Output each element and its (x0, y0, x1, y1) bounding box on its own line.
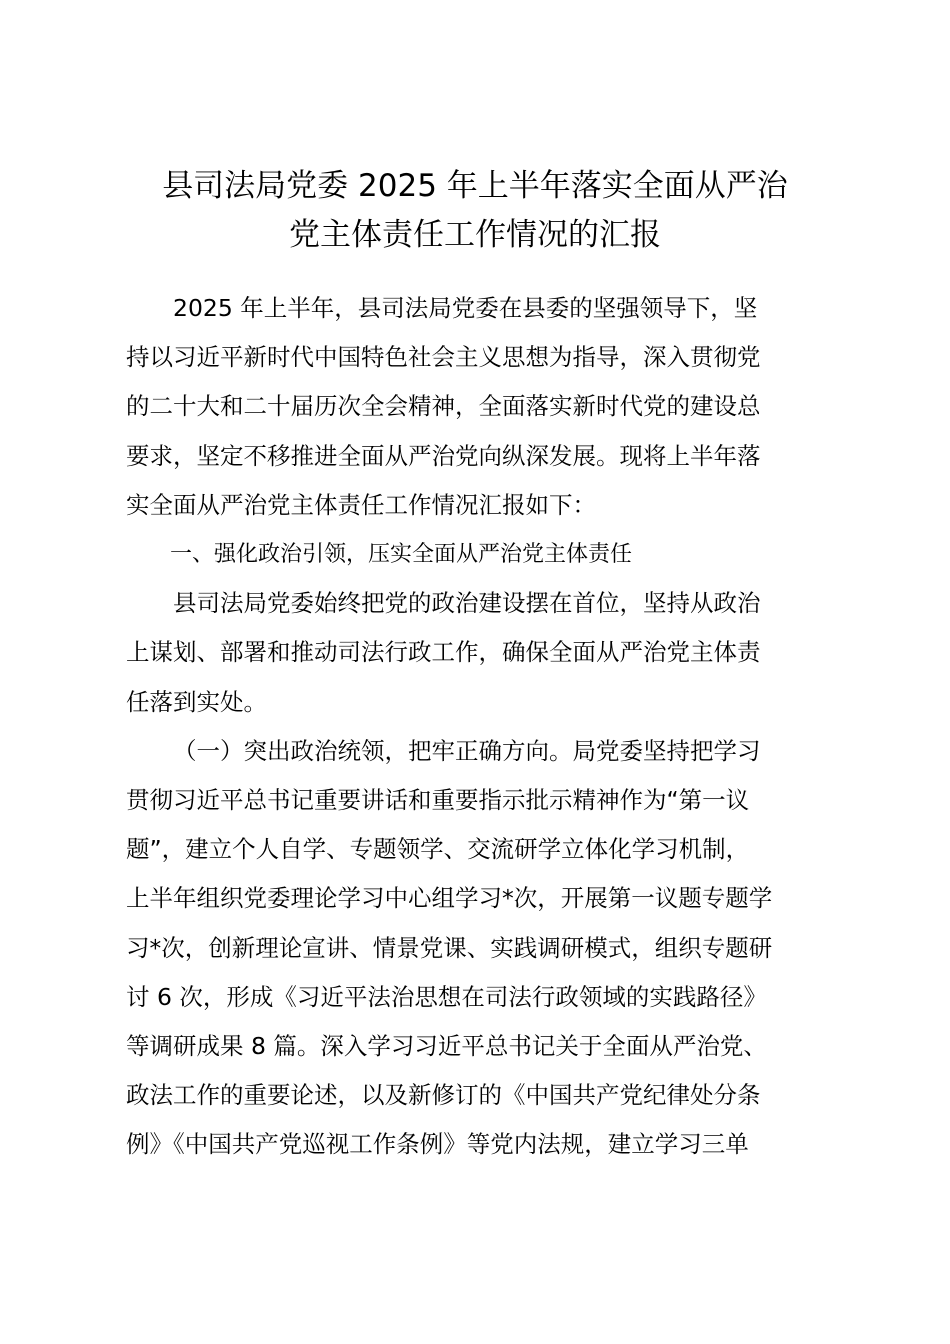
title-line-2: 党主体责任工作情况的汇报 (289, 217, 661, 253)
document-body (126, 284, 836, 1170)
intro-paragraph (126, 284, 836, 530)
item-1-paragraph (126, 727, 836, 1170)
section-1-paragraph (126, 579, 836, 727)
text-line: 任落到实处。 (126, 687, 267, 716)
document-title (110, 162, 840, 260)
text-line: 政法工作的重要论述，以及新修订的《中国共产党纪律处分条 (126, 1081, 761, 1110)
section-1-heading (126, 530, 836, 579)
text-line: 的二十大和二十届历次全会精神，全面落实新时代党的建设总 (126, 392, 761, 421)
text-line: 例》《中国共产党巡视工作条例》等党内法规，建立学习三单 (126, 1130, 749, 1159)
text-line: 实全面从严治党主体责任工作情况汇报如下： (126, 490, 596, 519)
text-line: 贯彻习近平总书记重要讲话和重要指示批示精神作为“第一议 (126, 786, 750, 815)
text-line: 县司法局党委始终把党的政治建设摆在首位，坚持从政治 (173, 589, 761, 618)
text-line: 持以习近平新时代中国特色社会主义思想为指导，深入贯彻党 (126, 343, 761, 372)
text-line: 习*次，创新理论宣讲、情景党课、实践调研模式，组织专题研 (126, 933, 773, 962)
text-line: 讨 6 次，形成《习近平法治思想在司法行政领域的实践路径》 (126, 982, 767, 1011)
title-line-1: 县司法局党委 2025 年上半年落实全面从严治 (162, 168, 788, 204)
heading-text: 一、强化政治引领，压实全面从严治党主体责任 (170, 542, 633, 568)
text-line: 等调研成果 8 篇。深入学习习近平总书记关于全面从严治党、 (126, 1032, 767, 1061)
text-line: 上半年组织党委理论学习中心组学习*次，开展第一议题专题学 (126, 884, 773, 913)
text-line: 2025 年上半年，县司法局党委在县委的坚强领导下，坚 (173, 294, 758, 322)
text-line: 题”，建立个人自学、专题领学、交流研学立体化学习机制， (126, 835, 750, 864)
text-line: （一）突出政治统领，把牢正确方向。局党委坚持把学习 (173, 736, 761, 765)
text-line: 要求，坚定不移推进全面从严治党向纵深发展。现将上半年落 (126, 441, 761, 470)
text-line: 上谋划、部署和推动司法行政工作，确保全面从严治党主体责 (126, 638, 761, 667)
